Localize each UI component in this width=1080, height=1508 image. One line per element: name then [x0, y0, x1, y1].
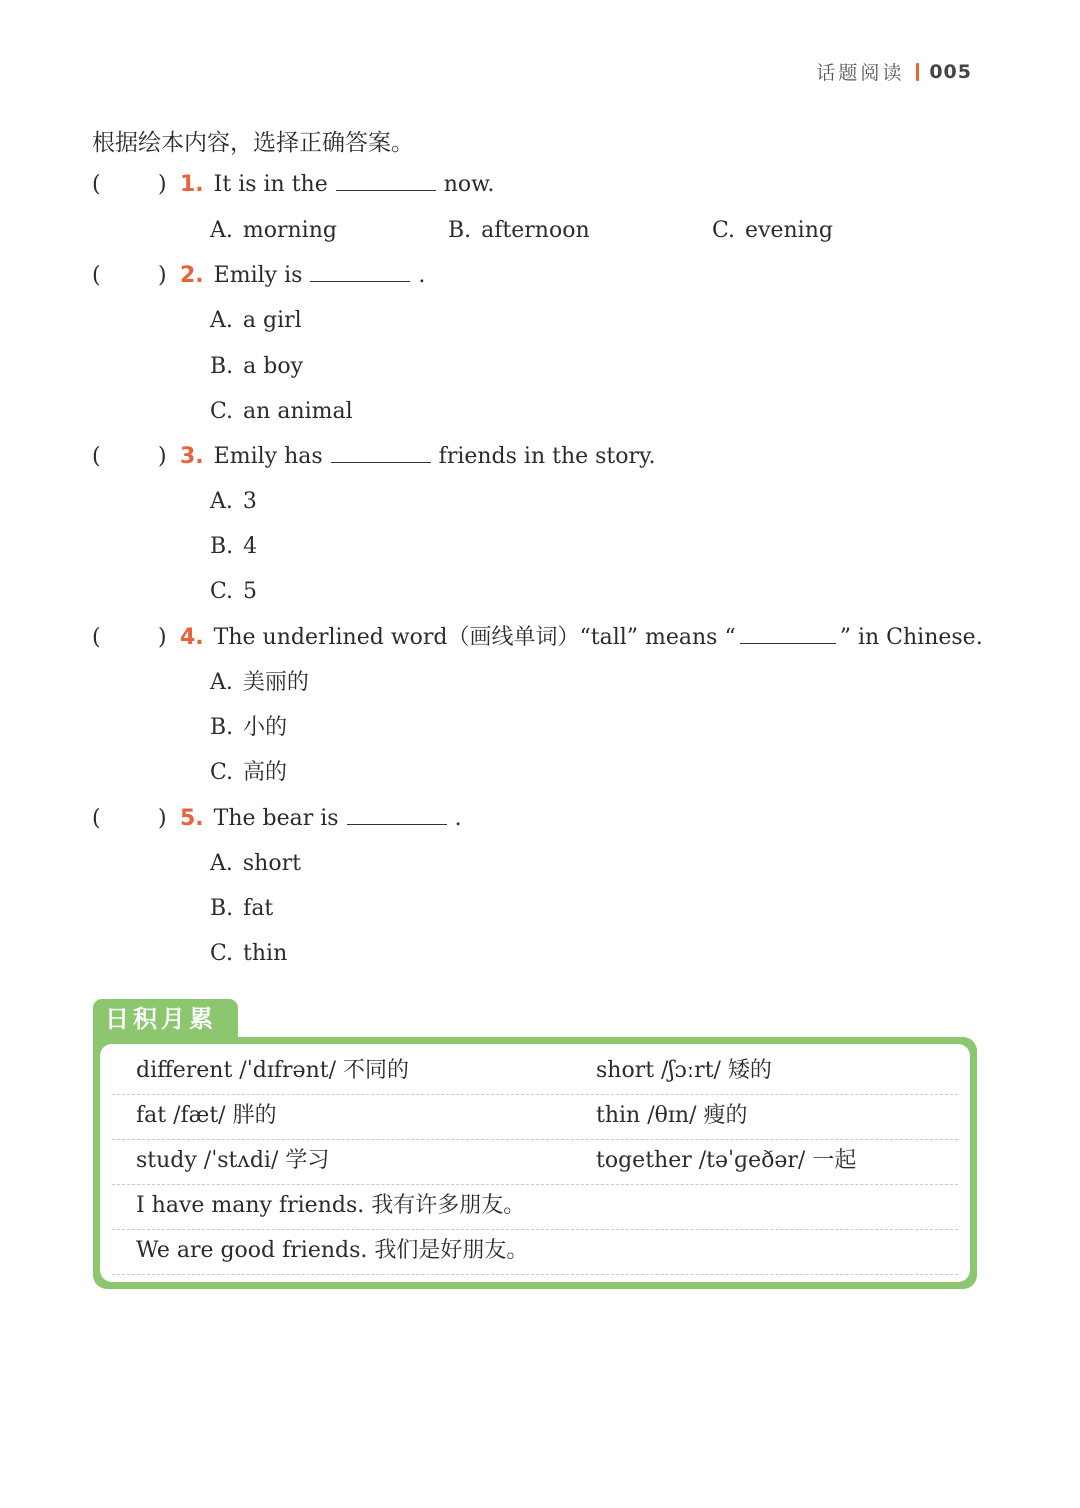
question-text-pre: It is in the: [213, 172, 328, 197]
option-a: A. morning: [210, 218, 337, 243]
vocab-entry: different /ˈdɪfrənt/ 不同的: [136, 1058, 409, 1083]
question-number: 1.: [180, 172, 204, 197]
option-b: B. afternoon: [448, 218, 590, 243]
option-a: A. 美丽的: [210, 670, 309, 695]
vocab-entry: study /ˈstʌdi/ 学习: [136, 1148, 330, 1173]
answer-blank: [310, 259, 410, 282]
vocab-sentence: I have many friends. 我有许多朋友。: [136, 1193, 526, 1218]
option-b: B. 4: [210, 534, 258, 559]
option-c: C. 5: [210, 579, 258, 604]
question-number: 4.: [180, 625, 204, 650]
vocab-sentence: We are good friends. 我们是好朋友。: [136, 1238, 529, 1263]
answer-blank: [331, 440, 431, 463]
answer-paren-left: (: [92, 444, 101, 469]
vocab-row: [112, 1139, 958, 1185]
answer-paren-right: ): [158, 263, 167, 288]
answer-paren-right: ): [158, 806, 167, 831]
vocab-box-title: 日积月累: [93, 999, 238, 1039]
vocab-row: [112, 1229, 958, 1275]
vocab-entry: short /ʃɔːrt/ 矮的: [596, 1058, 772, 1083]
question-text-post: .: [418, 263, 426, 288]
vocab-entry: together /təˈɡeðər/ 一起: [596, 1148, 857, 1173]
option-a: A. short: [210, 851, 301, 876]
question-text-post: now.: [443, 172, 495, 197]
option-b: B. a boy: [210, 354, 304, 379]
question-text-pre: Emily has: [213, 444, 323, 469]
answer-paren-left: (: [92, 263, 101, 288]
answer-paren-right: ): [158, 444, 167, 469]
vocab-box: [93, 1037, 977, 1289]
instruction: 根据绘本内容，选择正确答案。: [92, 130, 414, 156]
answer-paren-left: (: [92, 172, 101, 197]
answer-blank: [347, 802, 447, 825]
vocab-box-inner: [100, 1044, 970, 1282]
option-c: C. thin: [210, 941, 288, 966]
option-a: A. a girl: [210, 308, 302, 333]
option-c: C. an animal: [210, 399, 353, 424]
section-title: 话题阅读: [816, 62, 905, 84]
vocab-row: [112, 1049, 958, 1095]
answer-paren-right: ): [158, 172, 167, 197]
header-divider: [916, 63, 919, 81]
option-b: B. fat: [210, 896, 274, 921]
question-text-post: .: [454, 806, 462, 831]
answer-blank: [336, 168, 436, 191]
question-text-post: friends in the story.: [438, 444, 656, 469]
option-a: A. 3: [210, 489, 257, 514]
question-number: 2.: [180, 263, 204, 288]
page-number: 005: [929, 60, 972, 83]
question-text-pre: The bear is: [213, 806, 339, 831]
answer-paren-right: ): [158, 625, 167, 650]
question-text-pre: The underlined word（画线单词）“tall” means “: [213, 625, 736, 650]
option-c: C. evening: [712, 218, 833, 243]
vocab-entry: fat /fæt/ 胖的: [136, 1103, 277, 1128]
question-text-post: ” in Chinese.: [839, 625, 983, 650]
answer-paren-left: (: [92, 806, 101, 831]
option-b: B. 小的: [210, 715, 288, 740]
page-header: [816, 58, 972, 85]
answer-blank: [740, 621, 836, 644]
question-text-pre: Emily is: [213, 263, 303, 288]
question-number: 5.: [180, 806, 204, 831]
question-number: 3.: [180, 444, 204, 469]
option-c: C. 高的: [210, 760, 288, 785]
vocab-row: [112, 1094, 958, 1140]
vocab-row: [112, 1184, 958, 1230]
vocab-entry: thin /θɪn/ 瘦的: [596, 1103, 748, 1128]
answer-paren-left: (: [92, 625, 101, 650]
